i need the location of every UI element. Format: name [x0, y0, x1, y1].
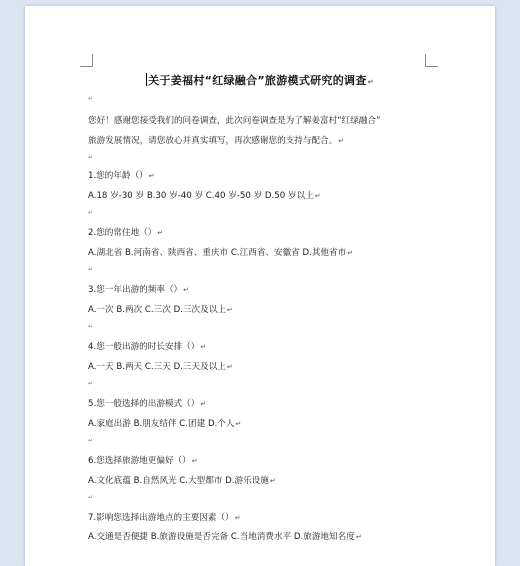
question-3[interactable]: 3.您一年出游的频率（）↵ [88, 285, 190, 295]
document-title[interactable]: 关于姜福村“红绿融合”旅游模式研究的调查↵ [148, 74, 374, 87]
question-4[interactable]: 4.您一般出游的时长安排（）↵ [88, 342, 207, 352]
answer-options-5[interactable]: A.家庭出游 B.朋友结伴 C.团建 D.个人↵ [88, 419, 242, 429]
paragraph-mark: ↵ [88, 95, 94, 102]
question-5[interactable]: 5.您一般选择的出游模式（）↵ [88, 399, 207, 409]
question-6[interactable]: 6.您选择旅游地更偏好（）↵ [88, 456, 198, 466]
paragraph-mark: ↵ [88, 154, 94, 161]
answer-options-3[interactable]: A.一次 B.两次 C.三次 D.三次及以上↵ [88, 305, 233, 315]
question-2[interactable]: 2.您的常住地（）↵ [88, 228, 164, 238]
paragraph-mark: ↵ [88, 266, 94, 273]
margin-corner-top-left [80, 54, 93, 67]
paragraph-mark: ↵ [88, 437, 94, 444]
answer-options-1[interactable]: A.18 岁-30 岁 B.30 岁-40 岁 C.40 岁-50 岁 D.50 岁以上↵ [88, 191, 321, 201]
document-page[interactable] [25, 6, 495, 566]
answer-options-4[interactable]: A.一天 B.两天 C.三天 D.三天及以上↵ [88, 362, 233, 372]
margin-corner-top-right [425, 54, 438, 67]
answer-options-2[interactable]: A.湖北省 B.河南省、陕西省、重庆市 C.江西省、安徽省 D.其他省市↵ [88, 248, 354, 258]
answer-options-6[interactable]: A.文化底蕴 B.自然风光 C.大型都市 D.游乐设施↵ [88, 476, 276, 486]
question-7[interactable]: 7.影响您选择出游地点的主要因素（）↵ [88, 513, 241, 523]
intro-line-1[interactable]: 您好！感谢您接受我们的问卷调查，此次问卷调查是为了解姜富村“红绿融合” [88, 116, 381, 126]
paragraph-mark: ↵ [88, 323, 94, 330]
intro-line-2[interactable]: 旅游发展情况，请您放心并真实填写，再次感谢您的支持与配合。↵ [88, 136, 345, 146]
paragraph-mark: ↵ [88, 494, 94, 501]
question-1[interactable]: 1.您的年龄（）↵ [88, 171, 155, 181]
answer-options-7[interactable]: A.交通是否便捷 B.旅游设施是否完备 C.当地消费水平 D.旅游地知名度↵ [88, 532, 362, 542]
paragraph-mark: ↵ [88, 380, 94, 387]
paragraph-mark: ↵ [88, 209, 94, 216]
